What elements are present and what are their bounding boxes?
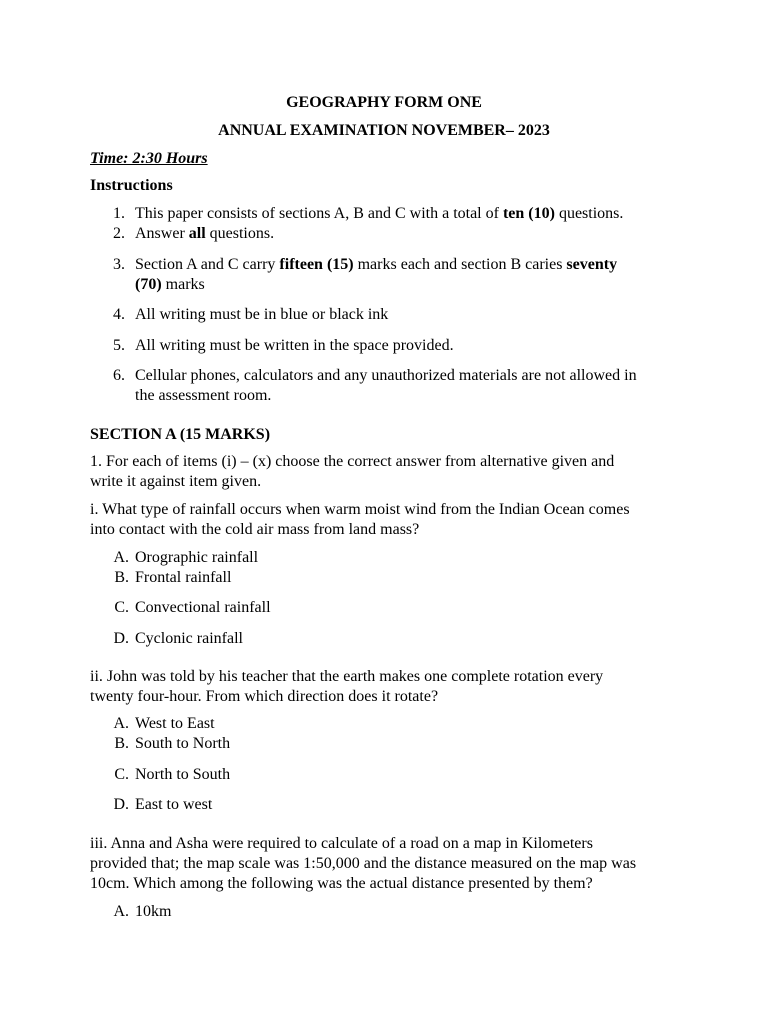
- instruction-number: 4.: [113, 306, 125, 323]
- instructions-heading: Instructions: [90, 177, 173, 194]
- instruction-number: 2.: [113, 225, 125, 242]
- option-letter: C.: [114, 599, 129, 616]
- section-a-heading: SECTION A (15 MARKS): [90, 426, 271, 443]
- question-text: provided that; the map scale was 1:50,000 and the distance measured on the map was: [90, 855, 637, 872]
- question-text: into contact with the cold air mass from land mass?: [90, 521, 420, 538]
- section-a-intro: 1. For each of items (i) – (x) choose the correct answer from alternative given and: [90, 453, 615, 470]
- instruction-item: All writing must be in blue or black ink: [135, 306, 389, 323]
- question-text: i. What type of rainfall occurs when warm moist wind from the Indian Ocean comes: [90, 501, 630, 518]
- option-text: Frontal rainfall: [135, 569, 232, 586]
- option-letter: D.: [113, 796, 129, 813]
- option-text: 10km: [135, 903, 172, 920]
- question-text: iii. Anna and Asha were required to calculate of a road on a map in Kilometers: [90, 835, 593, 852]
- instruction-item: This paper consists of sections A, B and C with a total of ten (10) questions.: [135, 205, 624, 222]
- instruction-item: Cellular phones, calculators and any unauthorized materials are not allowed in: [135, 367, 637, 384]
- instruction-item: All writing must be written in the space provided.: [135, 337, 454, 354]
- option-letter: C.: [114, 766, 129, 783]
- instruction-item: Answer all questions.: [135, 225, 275, 242]
- option-text: North to South: [135, 766, 231, 783]
- instruction-item-continuation: the assessment room.: [135, 387, 272, 404]
- instruction-number: 1.: [113, 205, 125, 222]
- instruction-number: 5.: [113, 337, 125, 354]
- exam-time: Time: 2:30 Hours: [90, 150, 208, 167]
- option-text: Orographic rainfall: [135, 549, 259, 566]
- instruction-item: Section A and C carry fifteen (15) marks each and section B caries seventy: [135, 256, 618, 273]
- option-letter: A.: [113, 715, 129, 732]
- instruction-item-continuation: (70) marks: [135, 276, 205, 293]
- option-letter: B.: [114, 569, 129, 586]
- exam-title: GEOGRAPHY FORM ONE: [286, 94, 482, 111]
- question-text: twenty four-hour. From which direction does it rotate?: [90, 688, 439, 705]
- instruction-number: 6.: [113, 367, 125, 384]
- option-text: Cyclonic rainfall: [135, 630, 243, 647]
- option-letter: A.: [113, 549, 129, 566]
- option-letter: B.: [114, 735, 129, 752]
- option-letter: A.: [113, 903, 129, 920]
- option-text: Convectional rainfall: [135, 599, 271, 616]
- option-letter: D.: [113, 630, 129, 647]
- option-text: West to East: [135, 715, 215, 732]
- section-a-intro: write it against item given.: [90, 473, 262, 490]
- question-text: ii. John was told by his teacher that the earth makes one complete rotation every: [90, 668, 604, 685]
- exam-subtitle: ANNUAL EXAMINATION NOVEMBER– 2023: [218, 122, 550, 139]
- option-text: South to North: [135, 735, 231, 752]
- question-text: 10cm. Which among the following was the actual distance presented by them?: [90, 875, 593, 892]
- instruction-number: 3.: [113, 256, 125, 273]
- option-text: East to west: [135, 796, 213, 813]
